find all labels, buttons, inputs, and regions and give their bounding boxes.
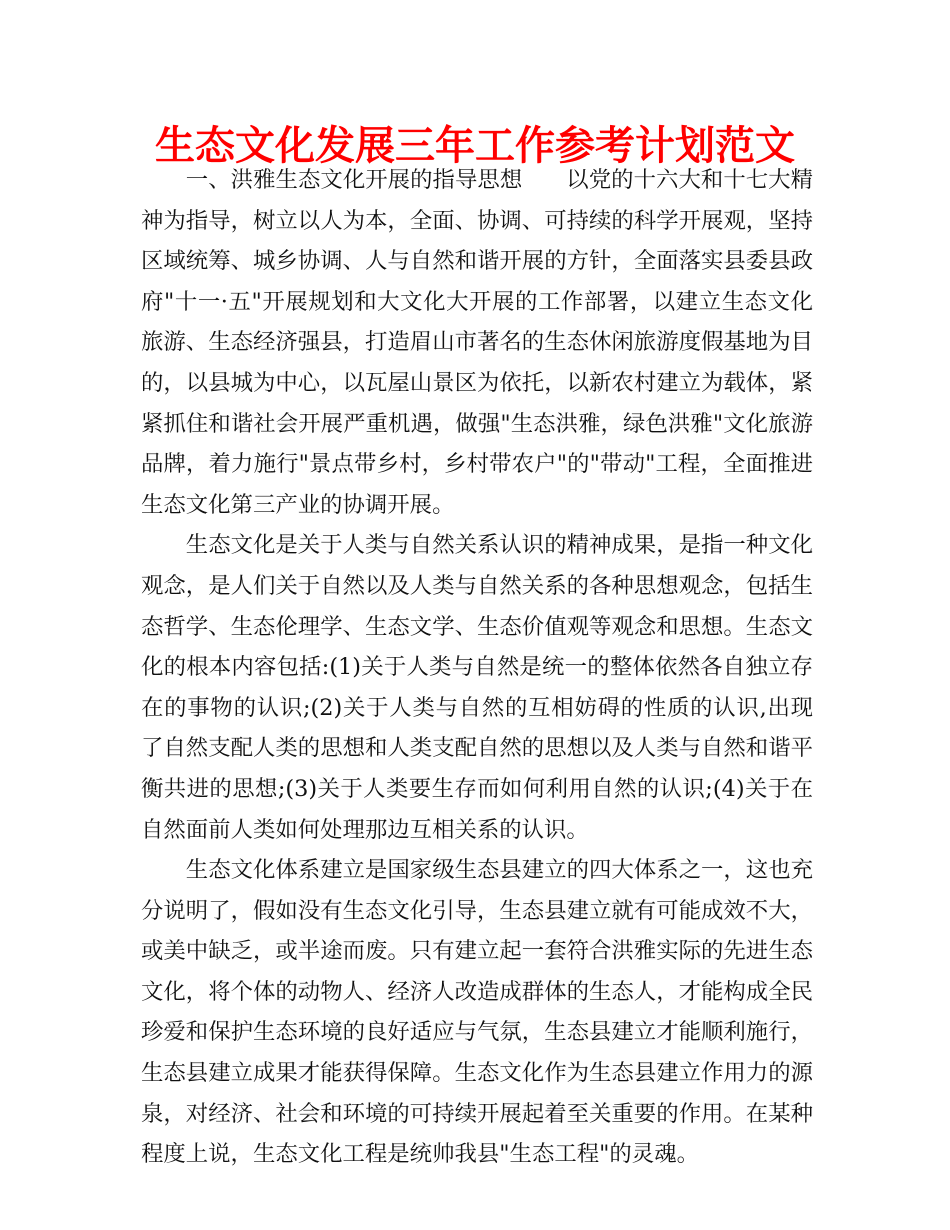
document-title: 生态文化发展三年工作参考计划范文	[155, 123, 795, 169]
document-body	[141, 160, 813, 1175]
section-heading: 一、洪雅生态文化开展的指导思想	[185, 167, 523, 193]
paragraph-text: 以党的十六大和十七大精神为指导，树立以人为本，全面、协调、可持续的科学开展观，坚持区域统筹、城乡协调、人与自然和谐开展的方针，全面落实县委县政府"十一·五"开展规划和大文化大开展的工作部署，以建立生态文化旅游、生态经济强县，打造眉山市著名的生态休闲旅游度假基地为目的，以县城为中心，以瓦屋山景区为依托，以新农村建立为载体，紧紧抓住和谐社会开展严重机遇，做强"生态洪雅，绿色洪雅"文化旅游品牌，着力施行"景点带乡村，乡村带农户"的"带动"工程，全面推进生态文化第三产业的协调开展。	[141, 167, 814, 518]
paragraph-eco-culture-definition: 生态文化是关于人类与自然关系认识的精神成果，是指一种文化观念，是人们关于自然以及人类与自然关系的各种思想观念，包括生态哲学、生态伦理学、生态文学、生态价值观等观念和思想。生态文化的根本内容包括:(1)关于人类与自然是统一的整体依然各自独立存在的事物的认识;(2)关于人类与自然的互相妨碍的性质的认识,出现了自然支配人类的思想和人类支配自然的思想以及人类与自然和谐平衡共进的思想;(3)关于人类要生存而如何利用自然的认识;(4)关于在自然面前人类如何处理那边互相关系的认识。	[141, 532, 813, 843]
paragraph-guiding-ideology	[141, 160, 813, 525]
paragraph-eco-culture-system: 生态文化体系建立是国家级生态县建立的四大体系之一，这也充分说明了，假如没有生态文化引导，生态县建立就有可能成效不大，或美中缺乏，或半途而废。只有建立起一套符合洪雅实际的先进生态文化，将个体的动物人、经济人改造成群体的生态人，才能构成全民珍爱和保护生态环境的良好适应与气氛，生态县建立才能顺利施行，生态县建立成果才能获得保障。生态文化作为生态县建立作用力的源泉，对经济、社会和环境的可持续开展起着至关重要的作用。在某种程度上说，生态文化工程是统帅我县"生态工程"的灵魂。	[141, 857, 813, 1168]
